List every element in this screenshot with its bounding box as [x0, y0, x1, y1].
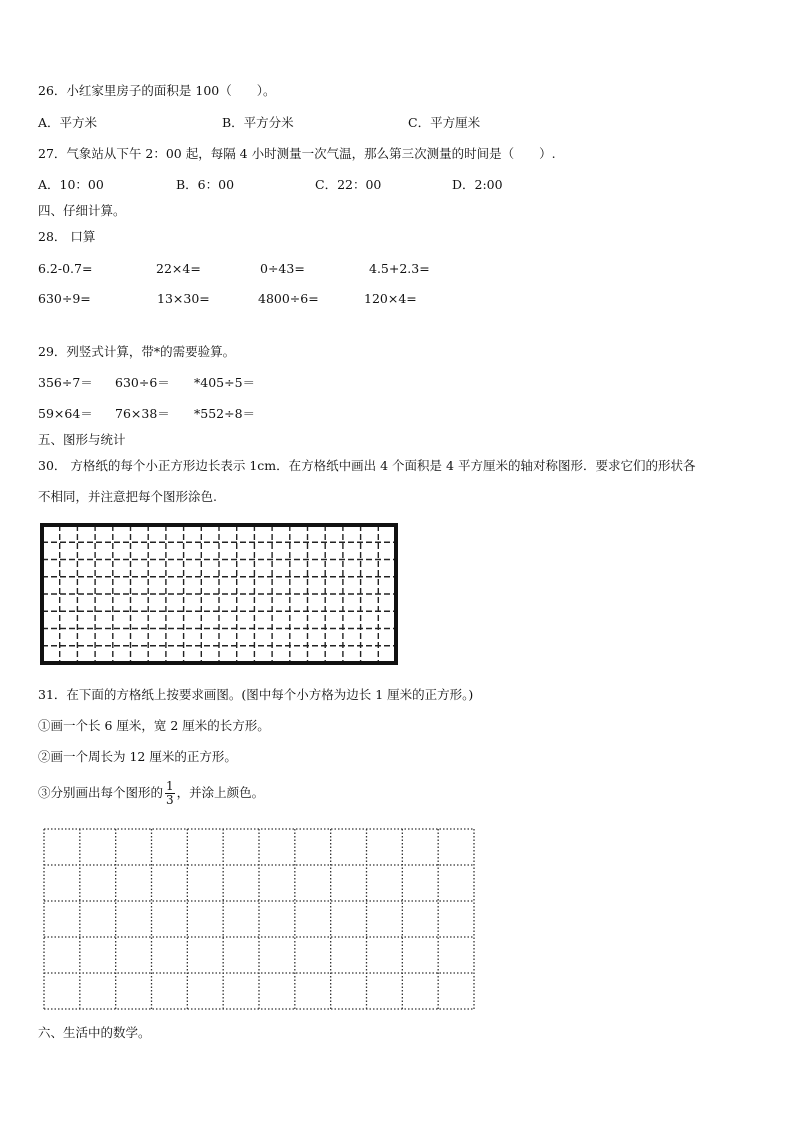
q31-item3-suffix: ，并涂上颜色。	[176, 785, 265, 800]
q28-r1c1: 6.2-0.7=	[38, 261, 93, 276]
fraction-one-third	[165, 780, 175, 807]
q27-stem: 27．气象站从下午 2：00 起，每隔 4 小时测量一次气温，那么第三次测量的时间是（ ）.	[38, 146, 556, 161]
q31-item1: ①画一个长 6 厘米，宽 2 厘米的长方形。	[38, 718, 270, 733]
q26-option-c: C．平方厘米	[408, 115, 481, 130]
q28-r2c1: 630÷9=	[38, 291, 91, 306]
q30-line1: 30． 方格纸的每个小正方形边长表示 1cm．在方格纸中画出 4 个面积是 4 平方厘米的轴对称图形．要求它们的形状各	[38, 458, 696, 473]
q26-option-a: A．平方米	[38, 115, 98, 130]
q28-title: 28． 口算	[38, 229, 96, 244]
q29-r1c2: 630÷6＝	[115, 375, 170, 390]
q29-r1c1: 356÷7＝	[38, 375, 93, 390]
q30-line2: 不相同，并注意把每个图形涂色.	[38, 489, 217, 504]
fraction-numerator: 1	[166, 779, 174, 793]
q31-item2: ②画一个周长为 12 厘米的正方形。	[38, 749, 237, 764]
q28-r1c2: 22×4=	[156, 261, 201, 276]
q31-item3	[38, 778, 264, 808]
q29-r1c3: *405÷5＝	[194, 375, 256, 390]
q27-option-a: A．10：00	[38, 177, 104, 192]
q31-item3-prefix: ③分别画出每个图形的	[38, 785, 164, 800]
q29-r2c2: 76×38＝	[115, 406, 170, 421]
dotted-grid-paper	[42, 827, 476, 1011]
q28-r1c4: 4.5+2.3=	[369, 261, 430, 276]
square-grid-paper	[39, 522, 399, 666]
q28-r2c2: 13×30=	[157, 291, 210, 306]
q29-r2c1: 59×64＝	[38, 406, 93, 421]
fraction-denominator: 3	[166, 793, 174, 807]
q27-option-c: C．22：00	[315, 177, 382, 192]
q27-option-d: D．2:00	[452, 177, 503, 192]
q31-title: 31．在下面的方格纸上按要求画图。(图中每个小方格为边长 1 厘米的正方形。)	[38, 687, 474, 702]
q29-title: 29．列竖式计算，带*的需要验算。	[38, 344, 236, 359]
section5-title: 五、图形与统计	[38, 432, 126, 447]
q29-r2c3: *552÷8＝	[194, 406, 256, 421]
q26-option-b: B．平方分米	[222, 115, 294, 130]
q28-r2c4: 120×4=	[364, 291, 417, 306]
q28-r2c3: 4800÷6=	[258, 291, 319, 306]
section6-title: 六、生活中的数学。	[38, 1025, 151, 1040]
q28-r1c3: 0÷43=	[260, 261, 305, 276]
section4-title: 四、仔细计算。	[38, 203, 126, 218]
q26-stem: 26．小红家里房子的面积是 100（ ）。	[38, 83, 276, 98]
q27-option-b: B．6：00	[176, 177, 235, 192]
